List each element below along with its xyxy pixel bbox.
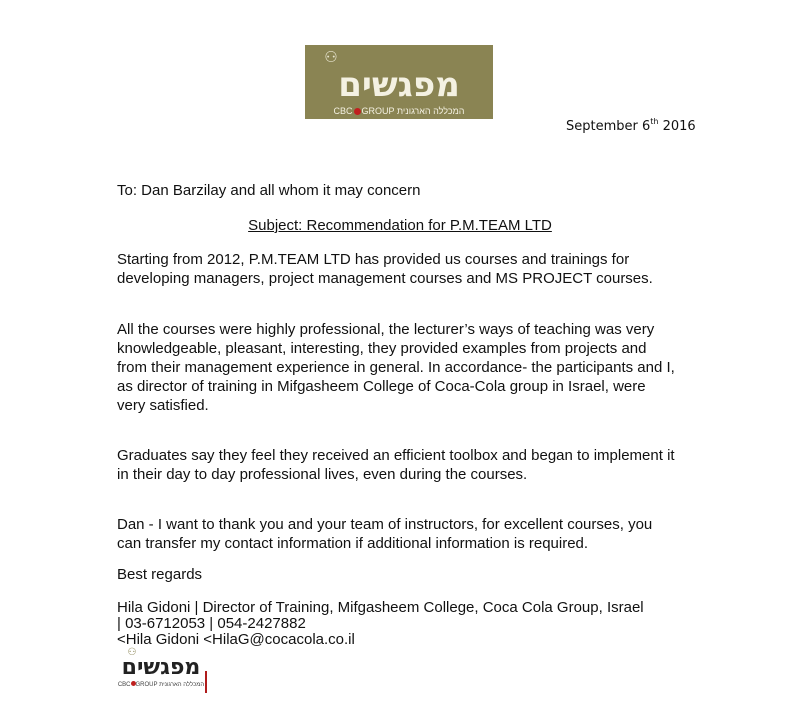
paragraph-3: Graduates say they feel they received an efficient toolbox and began to implement it in their day to day professional lives, even during the courses. <box>117 447 675 483</box>
owl-icon: ⚇ <box>127 647 137 658</box>
letter-date <box>566 119 696 135</box>
letterhead-logo <box>305 45 493 119</box>
closing: Best regards <box>117 566 203 583</box>
logo-subline <box>309 105 489 117</box>
logo-group-name-2: GROUP <box>361 106 395 116</box>
signature-name-title: Hila Gidoni | Director of Training, Mifgasheem College, Coca Cola Group, Israel <box>117 599 644 616</box>
paragraph-1: Starting from 2012, P.M.TEAM LTD has provided us courses and trainings for developing managers, project management courses and MS PROJECT courses. <box>117 251 653 287</box>
logo-wordmark: מפגשים <box>338 65 460 105</box>
recipient-line: To: Dan Barzilay and all whom it may concern <box>117 182 421 199</box>
signature-logo-subline <box>117 681 205 690</box>
date-text: September 6 <box>566 119 651 134</box>
signature-phones: | 03-6712053 | 054-2427882 <box>117 615 306 632</box>
signature-divider <box>205 671 207 693</box>
logo-dot-icon <box>354 108 361 115</box>
date-suffix: th <box>650 117 659 126</box>
owl-icon: ⚇ <box>324 49 338 66</box>
signature-logo-group-2: GROUP <box>135 682 158 688</box>
signature-logo <box>117 647 209 693</box>
signature-email: <Hila Gidoni <HilaG@cocacola.co.il <box>117 631 355 648</box>
subject-line: Subject: Recommendation for P.M.TEAM LTD <box>248 217 552 234</box>
signature-logo-wordmark: מפגשים <box>121 655 201 680</box>
logo-group-name: CBC <box>333 106 353 116</box>
logo-hebrew-tagline: המכללה הארגונית <box>396 106 465 116</box>
signature-logo-group: CBC <box>117 682 131 688</box>
paragraph-4: Dan - I want to thank you and your team of instructors, for excellent courses, you can transfer my contact information if additional information is required. <box>117 516 653 552</box>
paragraph-2: All the courses were highly professional, the lecturer’s ways of teaching was very knowledgeable, pleasant, interesting, they provided examples from projects and from their management experience in general. In accordance- the participants and I, as director of training in Mifgasheem College of Coca-Cola group in Israel, were very satisfied. <box>117 321 675 414</box>
date-year: 2016 <box>658 119 696 134</box>
signature-logo-tagline: המכללה הארגונית <box>159 682 205 688</box>
